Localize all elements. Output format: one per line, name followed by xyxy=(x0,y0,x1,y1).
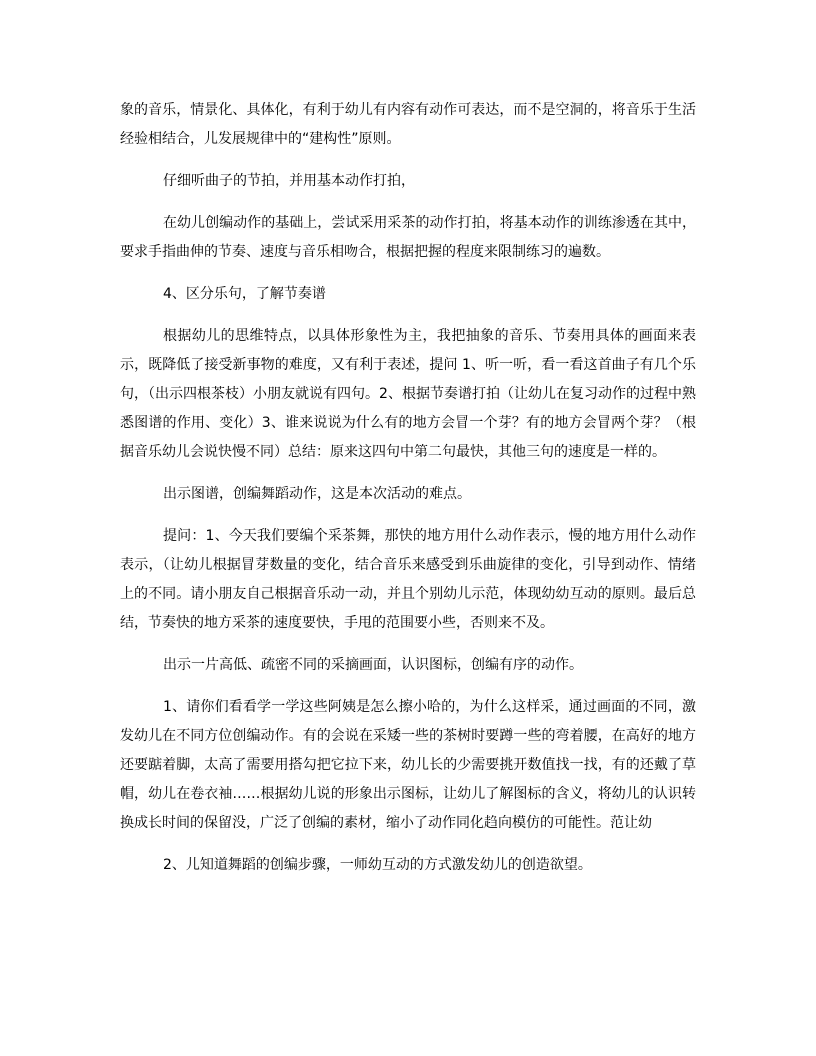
section-heading-phrases: 4、区分乐句，了解节奏谱 xyxy=(163,286,326,302)
paragraph-picking-picture: 出示一片高低、疏密不同的采摘画面，认识图标，创编有序的动作。 xyxy=(163,657,583,673)
paragraph-show-chart: 出示图谱，创编舞蹈动作，这是本次活动的难点。 xyxy=(163,486,471,502)
document-page xyxy=(120,96,696,880)
paragraph-list-item-2: 2、儿知道舞蹈的创编步骤，一师幼互动的方式激发幼儿的创造欲望。 xyxy=(163,857,592,873)
paragraph-listen-beat: 仔细听曲子的节拍，并用基本动作打拍， xyxy=(163,173,415,189)
paragraph-create-movement: 在幼儿创编动作的基础上，尝试采用采茶的动作打拍，将基本动作的训练渗透在其中，要求手指曲伸的节奏、速度与音乐相吻合，根据把握的程度来限制练习的遍数。 xyxy=(120,215,696,260)
paragraph-thinking-features: 根据幼儿的思维特点，以具体形象性为主，我把抽象的音乐、节奏用具体的画面来表示，既降低了接受新事物的难度，又有利于表述，提问 1、听一听，看一看这首曲子有几个乐句，（出示四根茶枝）小朋友就说有四句。2、根据节奏谱打拍（让幼儿在复习动作的过程中熟悉图谱的作用、变化）3、谁来说说为什么有的地方会冒一个芽？有的地方会冒两个芽？（根据音乐幼儿会说快慢不同）总结：原来这四句中第二句最快，其他三句的速度是一样的。 xyxy=(120,328,696,460)
paragraph-continuation: 象的音乐，情景化、具体化，有利于幼儿有内容有动作可表达，而不是空洞的，将音乐于生活经验相结合，儿发展规律中的“建构性”原则。 xyxy=(120,102,696,147)
paragraph-questions: 提问：1、今天我们要编个采茶舞，那快的地方用什么动作表示，慢的地方用什么动作表示，（让幼儿根据冒芽数量的变化，结合音乐来感受到乐曲旋律的变化，引导到动作、情绪上的不同。请小朋友自己根据音乐动一动，并且个别幼儿示范，体现幼幼互动的原则。最后总结，节奏快的地方采茶的速度要快，手甩的范围要小些，否则来不及。 xyxy=(120,528,696,631)
paragraph-list-item-1: 1、请你们看看学一学这些阿姨是怎么擦小哈的，为什么这样采，通过画面的不同，激发幼儿在不同方位创编动作。有的会说在采矮一些的茶树时要蹲一些的弯着腰，在高好的地方还要踮着脚，太高了需要用搭勾把它拉下来，幼儿长的少需要挑开数值找一找，有的还戴了草帽，幼儿在卷衣袖……根据幼儿说的形象出示图标，让幼儿了解图标的含义，将幼儿的认识转换成长时间的保留没，广泛了创编的素材，缩小了动作同化趋向模仿的可能性。范让幼 xyxy=(120,699,696,831)
